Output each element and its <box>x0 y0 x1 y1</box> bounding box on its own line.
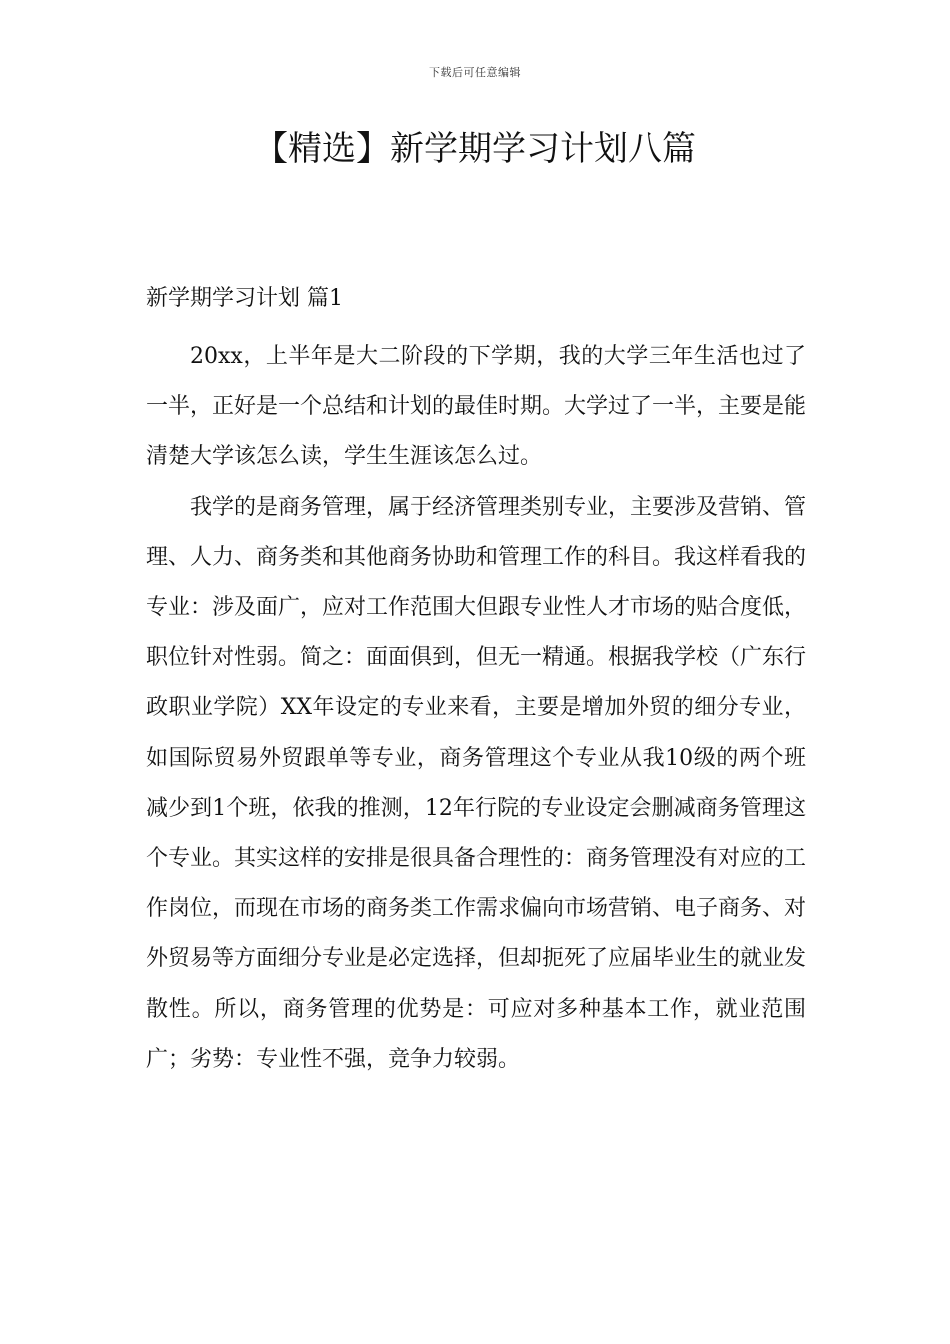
paragraph: 20xx，上半年是大二阶段的下学期，我的大学三年生活也过了一半，正好是一个总结和计划的最佳时期。大学过了一半，主要是能清楚大学该怎么读，学生生涯该怎么过。 <box>146 344 807 470</box>
header-note: 下载后可任意编辑 <box>429 66 521 79</box>
section-heading: 新学期学习计划 篇1 <box>146 286 343 311</box>
paragraph: 我学的是商务管理，属于经济管理类别专业，主要涉及营销、管理、人力、商务类和其他商务协助和管理工作的科目。我这样看我的专业：涉及面广，应对工作范围大但跟专业性人才市场的贴合度低，职位针对性弱。简之：面面俱到，但无一精通。根据我学校（广东行政职业学院）XX年设定的专业来看，主要是增加外贸的细分专业，如国际贸易外贸跟单等专业，商务管理这个专业从我10级的两个班减少到1个班，依我的推测，12年行院的专业设定会删减商务管理这个专业。其实这样的安排是很具备合理性的：商务管理没有对应的工作岗位，而现在市场的商务类工作需求偏向市场营销、电子商务、对外贸易等方面细分专业是必定选择，但却扼死了应届毕业生的就业发散性。所以，商务管理的优势是：可应对多种基本工作，就业范围广；劣势：专业性不强，竞争力较弱。 <box>146 494 807 1072</box>
document-body <box>146 282 806 1085</box>
document-title: 【精选】新学期学习计划八篇 <box>254 129 696 169</box>
